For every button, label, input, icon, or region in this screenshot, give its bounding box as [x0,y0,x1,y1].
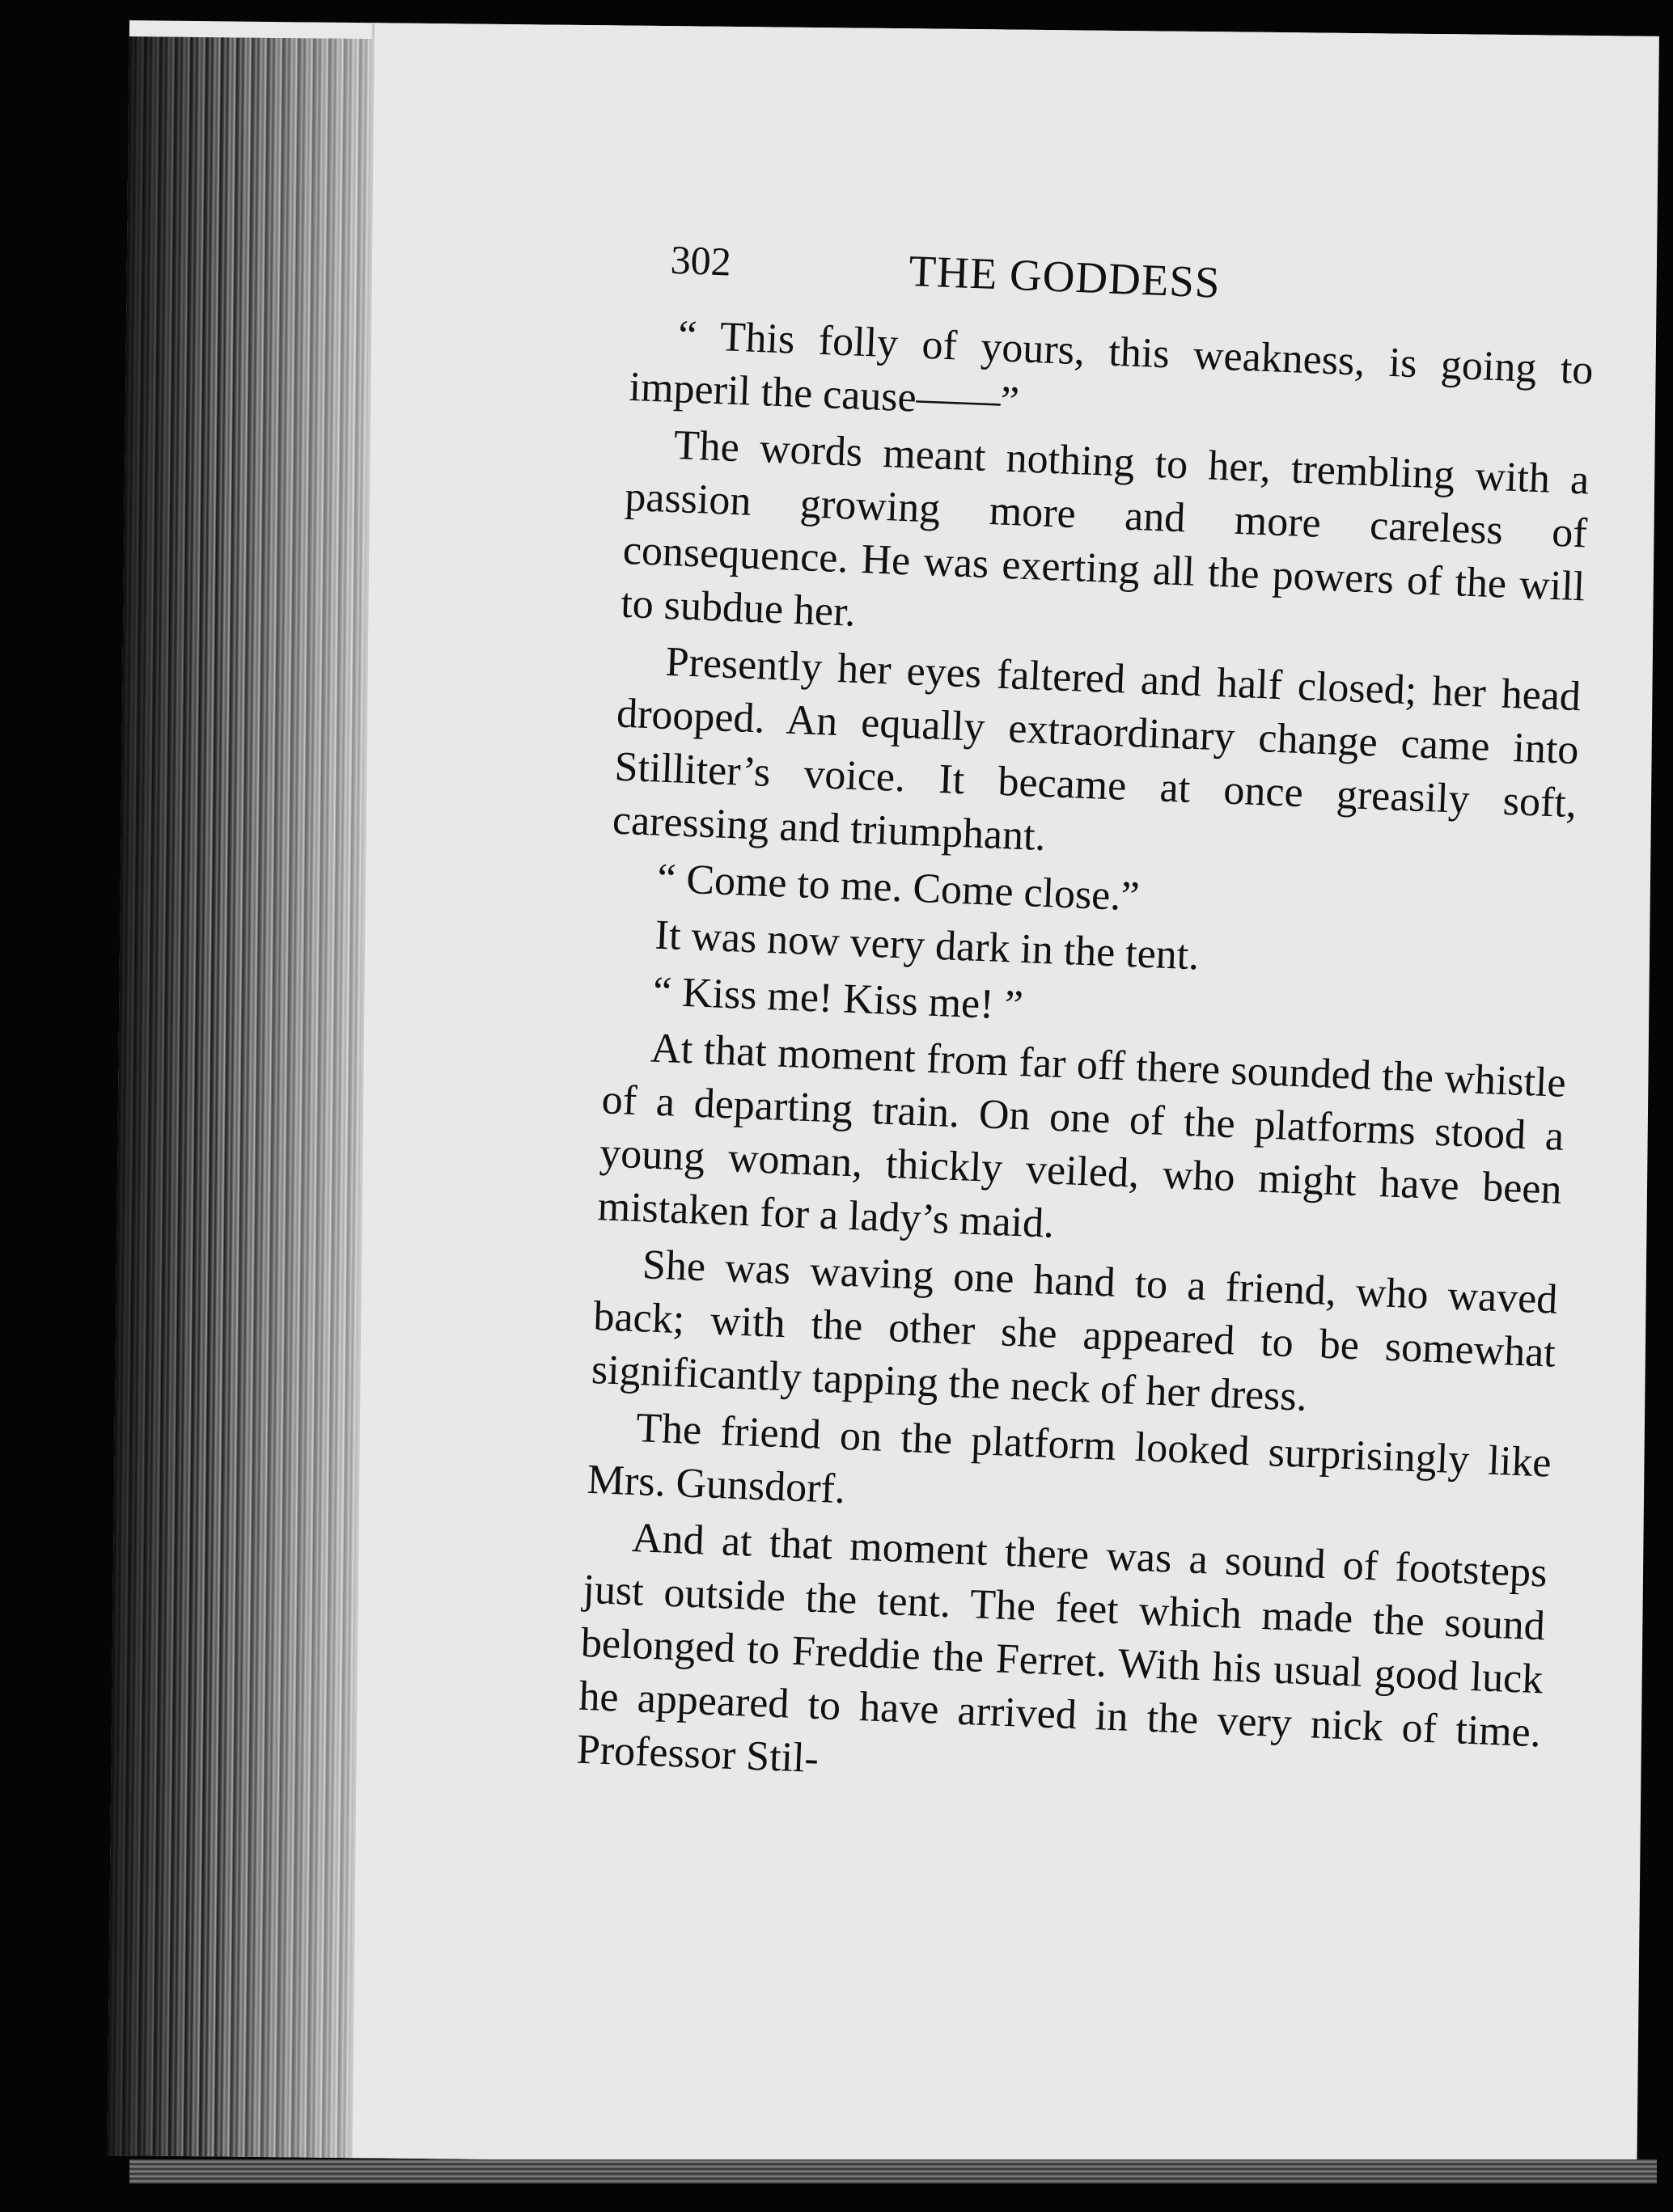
paragraph: And at that moment there was a sound of footsteps just outside the tent. The feet which made the sound belonged to Freddie the Ferret. With his usual good luck he appeared to have arrived in the very nick of time. Professor Stil- [575,1515,1548,1783]
paragraph: She was waving one hand to a friend, who waved back; with the other she appeared to be somewhat significantly tapping the neck of her dress. [590,1241,1559,1420]
page-bottom-edges [129,2159,1657,2184]
paragraph: At that moment from far off there sounded the whistle of a departing train. On one of the platforms stood a young woman, thickly veiled, who might have been mistaken for a lady’s maid. [596,1025,1567,1247]
page-number: 302 [669,236,732,285]
page-edges [107,36,371,2158]
paragraph: The friend on the platform looked surprisingly like Mrs. Gunsdorf. [586,1405,1552,1513]
paragraph: The words meant nothing to her, trembling with a passion growing more and more careless of consequence. He was exerting all the powers of the will to subdue her. [620,422,1590,636]
paragraph: Presently her eyes faltered and half closed; her head drooped. An equally extraordinary change came into Stilliter’s voice. It became at once greasily soft, caressing and triumphant. [612,638,1582,861]
paragraph: “ Kiss me! Kiss me! ” [651,968,1024,1030]
paragraph: “ Come to me. Come close.” [656,855,1141,920]
book-title: THE GODDESS [908,246,1222,307]
paragraph: “ This folly of yours, this weakness, is going to imperil the cause——” [628,312,1595,425]
paragraph: It was now very dark in the tent. [654,911,1201,979]
text-block [576,235,1598,1817]
